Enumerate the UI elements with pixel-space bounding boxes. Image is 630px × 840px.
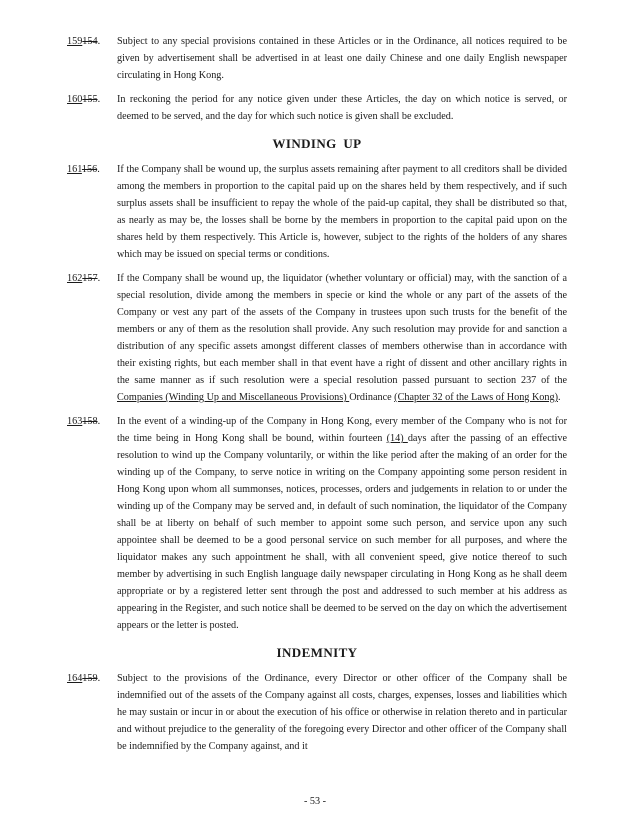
paragraph-text: Subject to any special provisions contained in these Articles or in the Ordinance, all notices required to be given by advertisement shall be advertised in at least one daily Chinese and one daily English newspaper circulating in Hong Kong.	[117, 36, 567, 81]
article-paragraph-164	[67, 670, 567, 755]
paragraph-number-suffix: .	[97, 164, 100, 175]
paragraph-text: Subject to the provisions of the Ordinance, every Director or other officer of the Company shall be indemnified out of the assets of the Company against all costs, charges, expenses, losses and liabilities which he may sustain or incur in or about the execution of his office or otherwise in relation thereto and in particular and without prejudice to the generality of the foregoing every Director and other officer of the Company shall be indemnified by the Company against, and it	[117, 673, 567, 752]
paragraph-number-suffix: .	[97, 36, 101, 47]
section-heading-indemnity: INDEMNITY	[276, 645, 358, 660]
paragraph-text: days after the passing of an effective resolution to wind up the Company voluntarily, or within the like period after the making of an order for the winding up of the Company, to serve notice in writing on the Company appointing some person resident in Hong Kong upon whom all summonses, notices, processes, orders and judgements in relation to or under the winding up of the Company may be served and, in default of such nomination, the liquidator of the Company shall be at liberty on behalf of such member to appoint some such person, and service upon any such appointee shall be deemed to be a good personal service on such member for all purposes, and where the liquidator makes any such appointment he shall, with all convenient speed, give notice thereof to such member by advertising in such English language daily newspaper circulating in Hong Kong as he shall deem appropriate or by a registered letter sent through the post and addressed to such member at his address as appearing in the Register, and such notice shall be deemed to be served on the day on which the advertisement appears or the letter is posted.	[117, 433, 567, 631]
article-paragraph-163	[67, 413, 567, 634]
paragraph-number	[67, 413, 100, 430]
paragraph-number-suffix: .	[97, 416, 101, 427]
paragraph-number	[67, 161, 100, 178]
paragraph-text: In reckoning the period for any notice given under these Articles, the day on which notice is served, or deemed to be served, and the day for which such notice is given shall be excluded.	[117, 94, 567, 122]
paragraph-text-underlined: Companies (Winding Up and Miscellaneous Provisions)	[117, 392, 350, 403]
paragraph-text: If the Company shall be wound up, the liquidator (whether voluntary or official) may, with the sanction of a special resolution, divide among the members in specie or kind the whole or any part of the assets of the Company or vest any part of the assets of the Company in trustees upon such trusts for the benefit of the members or any of them as the resolution shall provide. Any such resolution may provide for and sanction a distribution of any specific assets amongst different classes of members otherwise than in accordance with their existing rights, but each member shall in that event have a right of dissent and other ancillary rights in the same manner as if such resolution were a special resolution passed pursuant to section 237 of the	[117, 273, 567, 386]
paragraph-number-suffix: .	[97, 673, 101, 684]
document-content	[67, 33, 567, 762]
paragraph-text: .	[557, 392, 561, 403]
paragraph-number-new: 162	[67, 273, 83, 284]
paragraph-number-new: 160	[67, 94, 83, 105]
paragraph-number-new: 163	[67, 416, 83, 427]
paragraph-number-old: 156	[81, 164, 98, 175]
paragraph-text: If the Company shall be wound up, the surplus assets remaining after payment to all creditors shall be divided among the members in proportion to the capital paid up on the shares held by them respectively, and if such surplus assets shall be insufficient to repay the whole of the paid-up capital, they shall be distributed so that, as nearly as may be, the losses shall be borne by the members in proportion to the capital paid upon on the shares held by them respectively. This Article is, however, subject to the rights of the holders of any shares which may be issued on special terms or conditions.	[117, 164, 567, 260]
paragraph-text-underlined: (14)	[386, 433, 408, 444]
paragraph-number-old: 155	[82, 94, 98, 105]
section-heading-winding-up: WINDING UP	[272, 136, 362, 151]
paragraph-text: In the event of a winding-up of the Company in Hong Kong, every member of the Company who is not for the time being in Hong Kong shall be bound, within fourteen	[117, 416, 567, 444]
paragraph-number-new: 161	[67, 164, 82, 175]
paragraph-number-new: 159	[67, 36, 83, 47]
paragraph-number-suffix: .	[97, 94, 101, 105]
paragraph-number-suffix: .	[97, 273, 101, 284]
article-paragraph-161	[67, 161, 567, 263]
paragraph-number-old: 154	[82, 36, 98, 47]
paragraph-number-old: 159	[82, 673, 98, 684]
paragraph-number	[67, 270, 100, 287]
article-paragraph-162	[67, 270, 567, 406]
article-paragraph-159	[67, 33, 567, 84]
paragraph-number-new: 164	[67, 673, 83, 684]
paragraph-number-old: 157	[82, 273, 98, 284]
paragraph-number	[67, 33, 100, 50]
paragraph-number-old: 158	[82, 416, 98, 427]
page-number: - 53 -	[303, 796, 327, 807]
article-paragraph-160	[67, 91, 567, 125]
paragraph-number	[67, 91, 100, 108]
paragraph-text: Ordinance	[349, 392, 395, 403]
paragraph-number	[67, 670, 100, 687]
paragraph-text-underlined: (Chapter 32 of the Laws of Hong Kong)	[394, 392, 558, 403]
